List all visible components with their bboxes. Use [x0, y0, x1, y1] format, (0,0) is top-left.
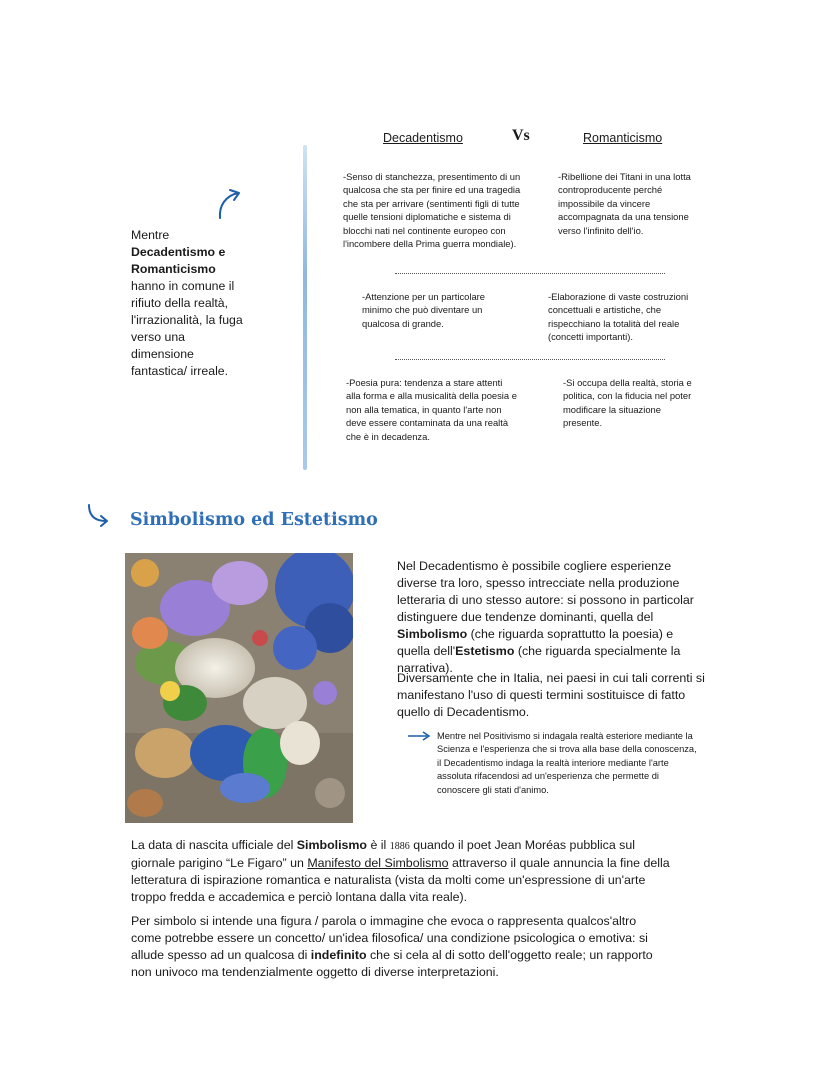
- p1-text-d: (che riguarda specialmente la narrativa).: [397, 644, 681, 675]
- arrow-right-icon: [407, 731, 431, 741]
- header-decadentismo: Decadentismo: [383, 131, 463, 145]
- p4-text-c: che si cela al di sotto dell'oggetto reale; un rapporto non univoco ma tendenzialmente oggetto di diverse interpretazioni.: [131, 948, 653, 979]
- p3-bold-simbolismo: Simbolismo: [296, 838, 368, 852]
- curved-arrow-up-icon: [212, 188, 244, 220]
- row3-left: -Poesia pura: tendenza a stare attenti alla forma e alla musicalità della poesia e non alla tematica, in quanto l'arte non deve essere contaminata da una realtà che è in decadenza.: [346, 377, 517, 442]
- p1-text-a: Nel Decadentismo è possibile cogliere esperienze diverse tra loro, spesso intrecciate nella produzione letteraria di uno stesso autore: si possono in particolar distinguere due tendenze dominanti, quella del: [397, 559, 694, 624]
- positivismo-note: Mentre nel Positivismo si indagala realtà esteriore mediante la Scienza e l'esperienza che si trova alla base della conoscenza, il Decadentismo indaga la realtà interiore mediante l'arte assoluta rifacendosi ad un'esperienza che permette di conoscere gli stati d'animo.: [437, 731, 697, 795]
- row1-right: -Ribellione dei Titani in una lotta controproducente perché impossibile da vincere accompagnata da una tensione verso l'infinito dell'io.: [558, 171, 691, 236]
- sidenote-pre: Mentre: [131, 228, 170, 242]
- p1-text-c: (che riguarda soprattutto la poesia) e quella dell': [397, 627, 674, 658]
- curved-arrow-right-icon: [86, 503, 112, 527]
- row1-left: -Senso di stanchezza, presentimento di un qualcosa che sta per finire ed una tragedia che sta per arrivare (sentimenti figli di tutte quelle tensioni diplomatiche e sistema di blocchi nati nel continente europeo con l'incombere della Prima guerra mondiale).: [343, 171, 521, 250]
- row2-left: -Attenzione per un particolare minimo che può diventare un qualcosa di grande.: [362, 291, 485, 329]
- p3-text-d: quando il poet Jean Moréas pubblica sul giornale parigino “Le Figaro” un: [131, 838, 635, 870]
- p1-bold-simbolismo: Simbolismo: [397, 627, 468, 641]
- p3-text-e: attraverso il quale annuncia la fine della letteratura di ispirazione romantica e naturalista (vista da molti come un'espressione di un'arte troppo fredda e accademica e perciò lontana dalla vita reale).: [131, 856, 670, 904]
- sidenote-bold: Decadentismo e Romanticismo: [131, 245, 226, 276]
- p3-manifesto: Manifesto del Simbolismo: [307, 856, 449, 870]
- row3-right: -Si occupa della realtà, storia e politica, con la fiducia nel poter modificare la situazione presente.: [563, 377, 692, 429]
- header-romanticismo: Romanticismo: [583, 131, 663, 145]
- paragraph-3: [131, 837, 676, 906]
- row2-right: -Elaborazione di vaste costruzioni concettuali e artistiche, che rispecchiano la totalità del reale (concetti importanti).: [548, 291, 689, 343]
- section-title: Simbolismo ed Estetismo: [130, 510, 378, 530]
- p4-text-a: Per simbolo si intende una figura / parola o immagine che evoca o rappresenta qualcos'altro come potrebbe essere un concetto/ un'idea filosofica/ una condizione psicologica o emotiva: si allude spesso ad un qualcosa di: [131, 914, 648, 962]
- paragraph-1: [397, 558, 707, 677]
- dotted-separator: [395, 273, 665, 274]
- sidenote-post: hanno in comune il rifiuto della realtà, l'irrazionalità, la fuga verso una dimensione fantastica/ irreale.: [131, 279, 243, 378]
- p3-text-c: è il: [367, 838, 390, 852]
- p3-year: 1886: [389, 841, 410, 852]
- paragraph-2: Diversamente che in Italia, nei paesi in cui tali correnti si manifestano l'uso di questi termini sostituisce di fatto quello di Decadentismo.: [397, 671, 705, 719]
- p3-text-a: La data di nascita ufficiale del: [131, 838, 297, 852]
- painting-image: [125, 553, 353, 823]
- dotted-separator: [395, 359, 665, 360]
- vs-label: Vs: [512, 127, 530, 144]
- vertical-divider: [303, 145, 307, 470]
- paragraph-4: [131, 913, 661, 981]
- p1-bold-estetismo: Estetismo: [455, 644, 515, 658]
- sidenote: [131, 227, 246, 380]
- p4-bold-indefinito: indefinito: [310, 948, 367, 962]
